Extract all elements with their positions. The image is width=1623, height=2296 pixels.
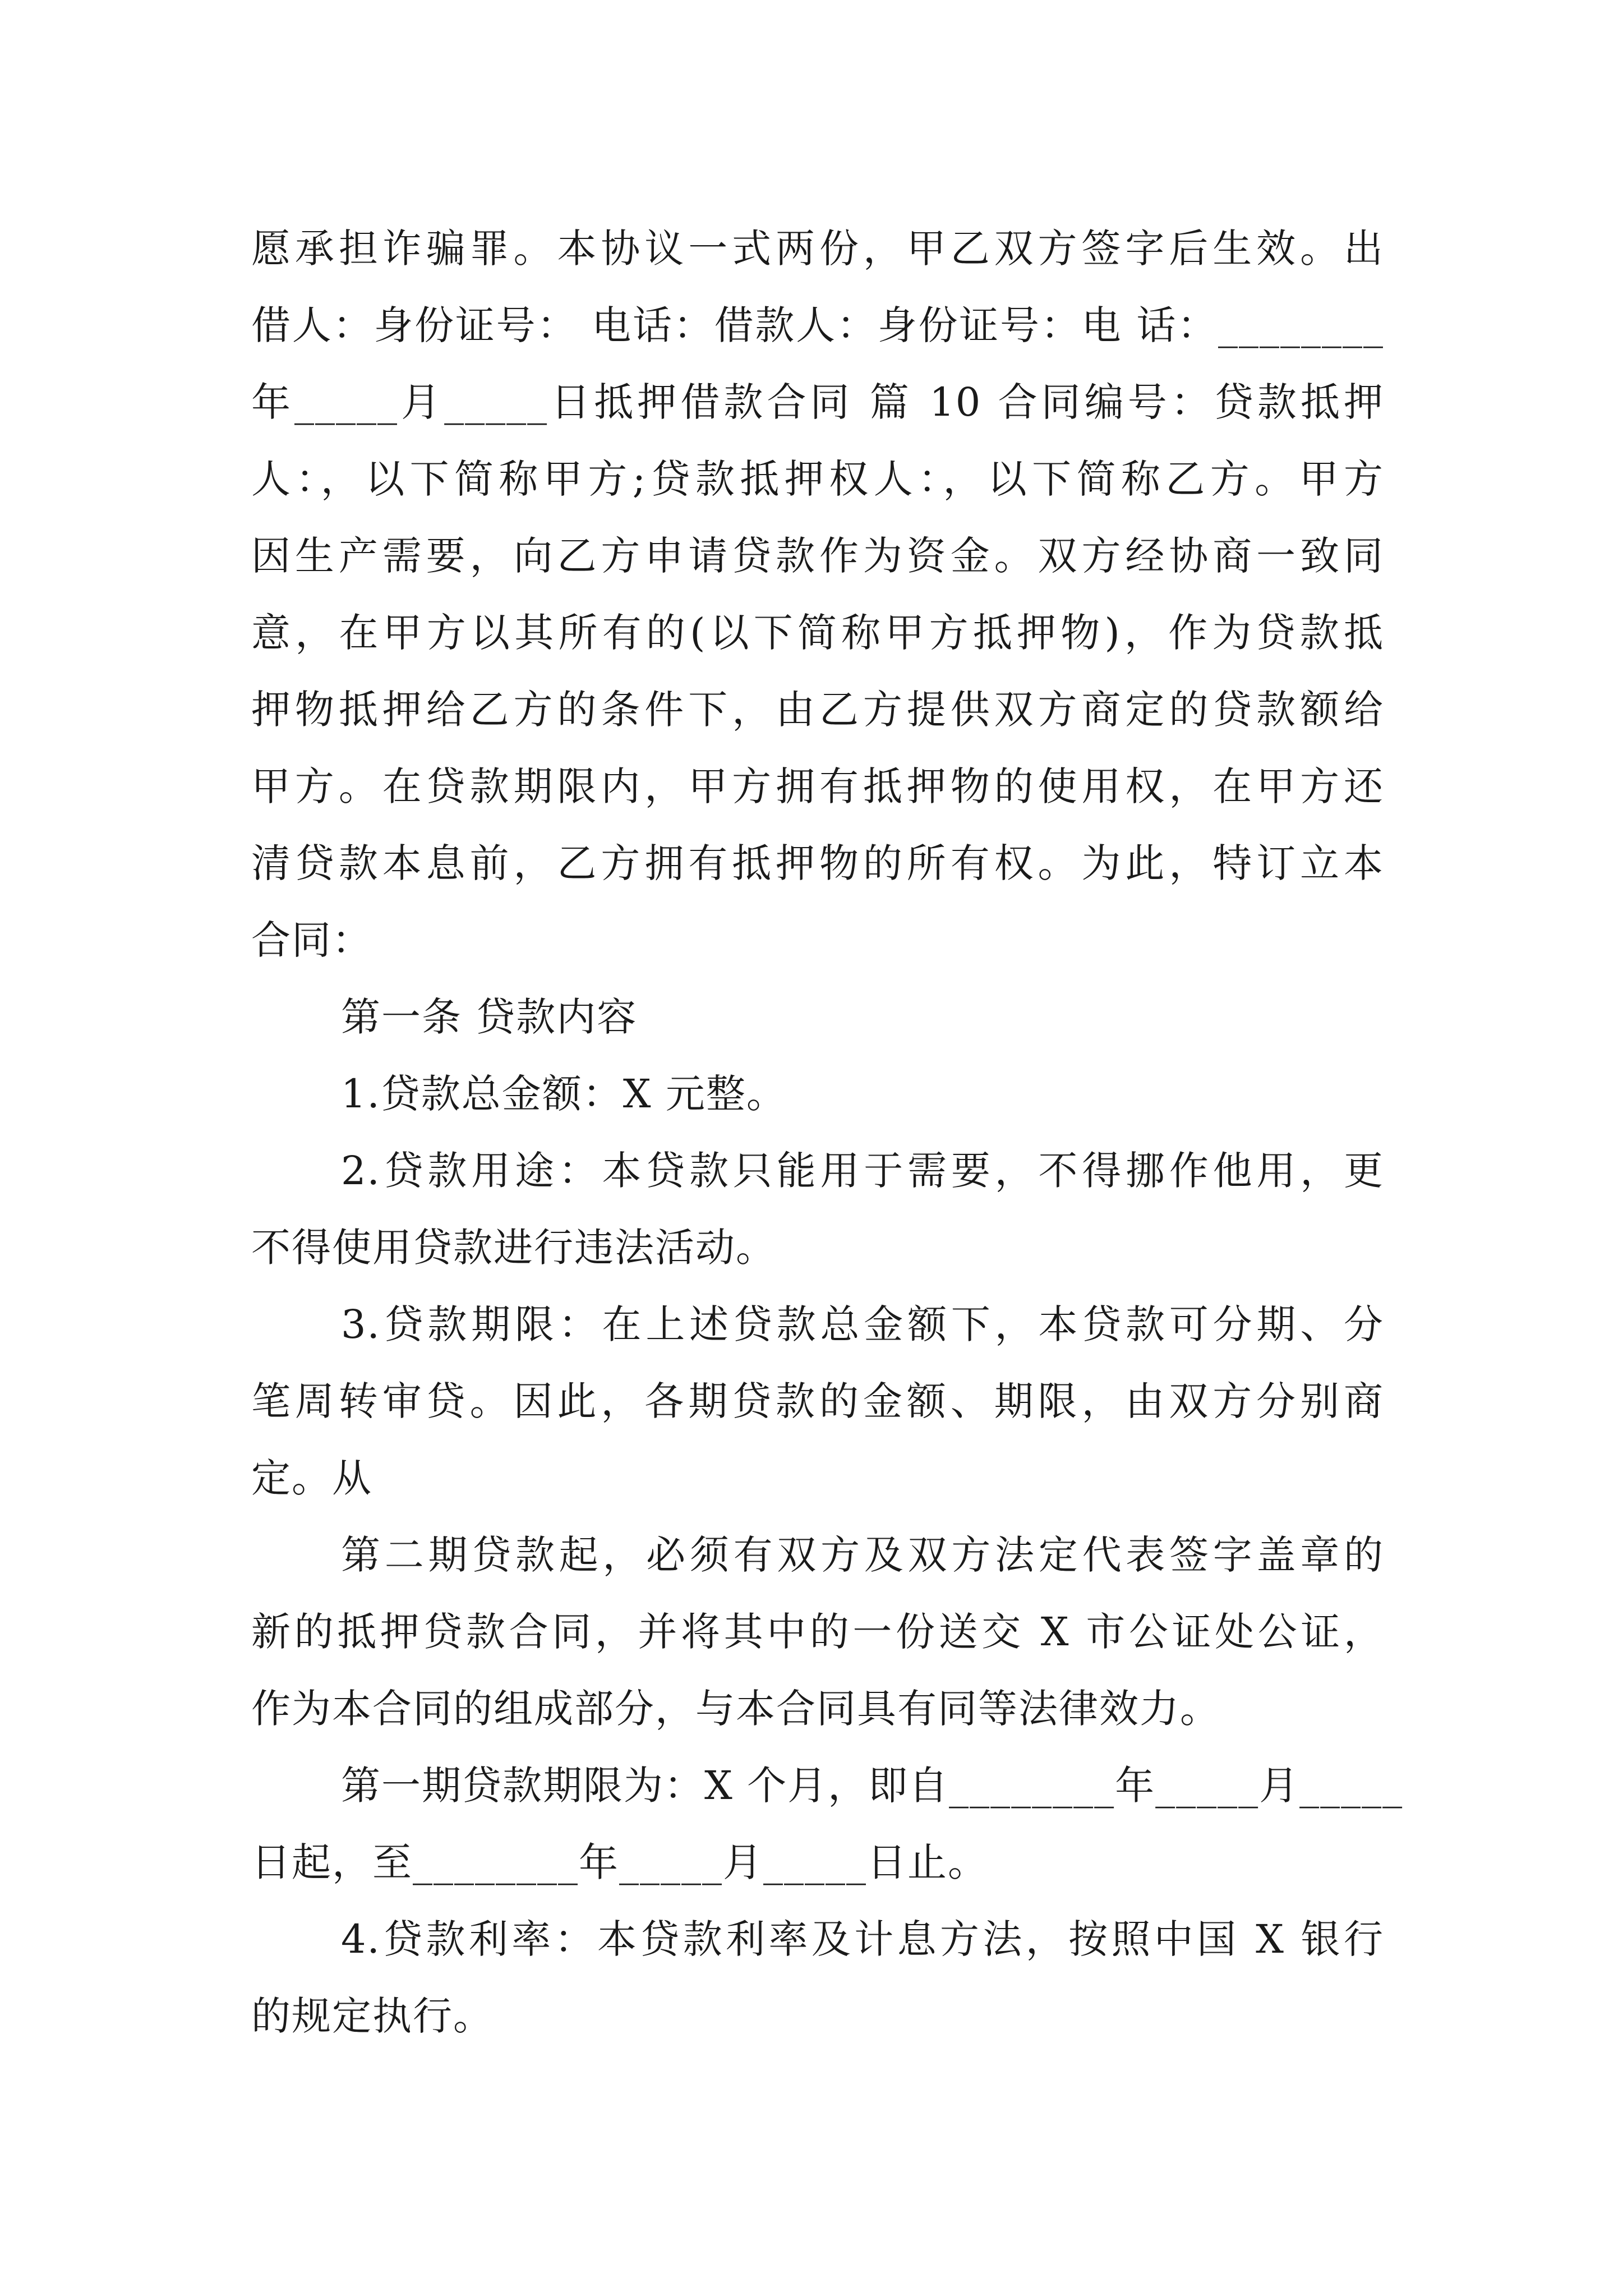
text-line: 的规定执行。 — [251, 1993, 494, 2039]
text-line: 4.贷款利率：本贷款利率及计息方法，按照中国 X 银行 — [341, 1916, 1384, 1962]
text-line: 1.贷款总金额：X 元整。 — [341, 1071, 787, 1117]
text-line: 年_____月_____日抵押借款合同 篇 10 合同编号：贷款抵押 — [251, 379, 1384, 425]
text-line: 不得使用贷款进行违法活动。 — [251, 1225, 776, 1271]
text-line: 借人：身份证号： 电话：借款人：身份证号：电 话：________ — [251, 302, 1384, 348]
document-body — [251, 210, 1404, 2055]
text-line: 3.贷款期限：在上述贷款总金额下，本贷款可分期、分 — [341, 1301, 1384, 1347]
text-line: 第二期贷款起，必须有双方及双方法定代表签字盖章的 — [341, 1532, 1384, 1578]
text-line: 日起，至________年_____月_____日止。 — [251, 1839, 988, 1885]
text-line: 作为本合同的组成部分，与本合同具有同等法律效力。 — [251, 1686, 1220, 1732]
text-line: 押物抵押给乙方的条件下，由乙方提供双方商定的贷款额给 — [251, 687, 1384, 733]
text-line: 甲方。在贷款期限内，甲方拥有抵押物的使用权，在甲方还 — [251, 763, 1384, 809]
text-line: 意，在甲方以其所有的(以下简称甲方抵押物)，作为贷款抵 — [251, 610, 1384, 656]
text-line: 定。从 — [251, 1455, 372, 1501]
text-line: 因生产需要，向乙方申请贷款作为资金。双方经协商一致同 — [251, 533, 1384, 579]
text-line: 人：，以下简称甲方;贷款抵押权人：，以下简称乙方。甲方 — [251, 456, 1384, 502]
text-line: 第一条 贷款内容 — [341, 994, 638, 1040]
text-line: 新的抵押贷款合同，并将其中的一份送交 X 市公证处公证， — [251, 1609, 1384, 1655]
text-line: 愿承担诈骗罪。本协议一式两份，甲乙双方签字后生效。出 — [251, 226, 1384, 272]
text-line: 清贷款本息前，乙方拥有抵押物的所有权。为此，特订立本 — [251, 840, 1384, 886]
text-line: 笔周转审贷。因此，各期贷款的金额、期限，由双方分别商 — [251, 1378, 1384, 1424]
text-line: 第一期贷款期限为：X 个月，即自________年_____月_____ — [341, 1763, 1404, 1809]
text-line: 2.贷款用途：本贷款只能用于需要，不得挪作他用，更 — [341, 1148, 1384, 1194]
text-line: 合同： — [251, 917, 372, 963]
